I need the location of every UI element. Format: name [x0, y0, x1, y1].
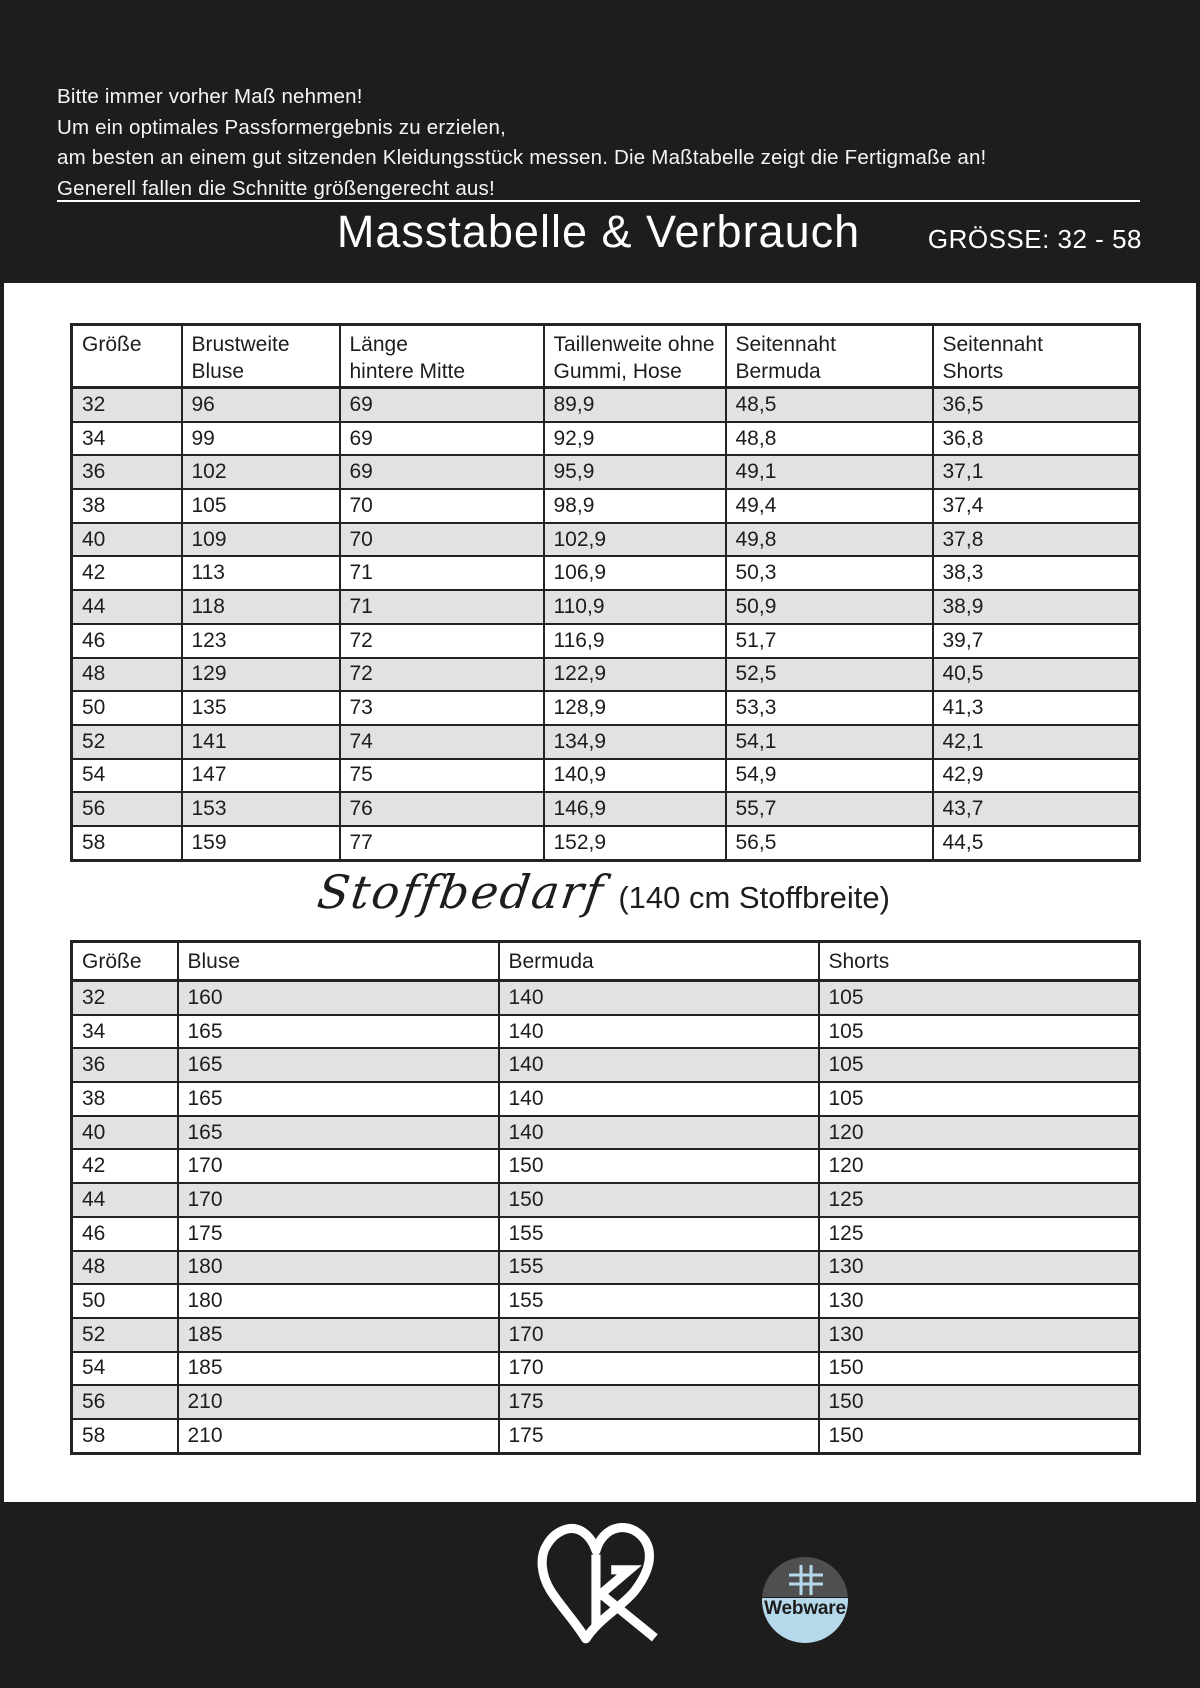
table-cell: 159	[182, 826, 340, 860]
column-header: Länge hintere Mitte	[340, 325, 544, 388]
table-cell: 43,7	[933, 792, 1140, 826]
table-row	[72, 725, 1140, 759]
badge-top-half	[762, 1557, 848, 1597]
table-row	[72, 1385, 1140, 1419]
table-row	[72, 759, 1140, 793]
table-cell: 210	[178, 1419, 499, 1453]
table-row	[72, 556, 1140, 590]
table-cell: 74	[340, 725, 544, 759]
table-cell: 50,3	[726, 556, 933, 590]
table-row	[72, 489, 1140, 523]
table-cell: 105	[819, 1015, 1140, 1049]
table-cell: 120	[819, 1116, 1140, 1150]
table-cell: 170	[178, 1149, 499, 1183]
table-cell: 98,9	[544, 489, 726, 523]
table-cell: 135	[182, 691, 340, 725]
table-cell: 50,9	[726, 590, 933, 624]
table-cell: 150	[499, 1149, 819, 1183]
table-cell: 42	[72, 556, 182, 590]
table-cell: 53,3	[726, 691, 933, 725]
table-cell: 165	[178, 1082, 499, 1116]
table-cell: 73	[340, 691, 544, 725]
table-cell: 170	[178, 1183, 499, 1217]
table-cell: 72	[340, 658, 544, 692]
table-cell: 122,9	[544, 658, 726, 692]
table-header-row	[72, 325, 1140, 388]
table-cell: 120	[819, 1149, 1140, 1183]
instruction-line: Um ein optimales Passformergebnis zu erzielen,	[57, 115, 506, 139]
table-cell: 105	[819, 981, 1140, 1015]
column-header: Größe	[72, 942, 178, 981]
table-cell: 140	[499, 1015, 819, 1049]
table-cell: 70	[340, 523, 544, 557]
table-cell: 140	[499, 1116, 819, 1150]
column-header: Bermuda	[499, 942, 819, 981]
table-cell: 34	[72, 1015, 178, 1049]
table-cell: 130	[819, 1318, 1140, 1352]
table-cell: 37,4	[933, 489, 1140, 523]
table-cell: 48,8	[726, 422, 933, 456]
table-cell: 42,9	[933, 759, 1140, 793]
table-cell: 109	[182, 523, 340, 557]
instruction-line: Bitte immer vorher Maß nehmen!	[57, 85, 363, 108]
table-cell: 42,1	[933, 725, 1140, 759]
table-cell: 38	[72, 1082, 178, 1116]
instruction-line: am besten an einem gut sitzenden Kleidungsstück messen. Die Maßtabelle zeigt die Fertigmaße an!	[57, 146, 987, 169]
footer-section	[0, 1502, 1200, 1688]
table-cell: 52,5	[726, 658, 933, 692]
table-cell: 113	[182, 556, 340, 590]
instruction-line: Generell fallen die Schnitte größengerecht aus!	[57, 176, 495, 200]
fabric-requirement-table	[70, 940, 1141, 1455]
table-cell: 54,1	[726, 725, 933, 759]
table-cell: 170	[499, 1318, 819, 1352]
column-header: Seitennaht Shorts	[933, 325, 1140, 388]
table-cell: 134,9	[544, 725, 726, 759]
table-cell: 128,9	[544, 691, 726, 725]
table-cell: 40	[72, 523, 182, 557]
table-cell: 41,3	[933, 691, 1140, 725]
table-cell: 54	[72, 759, 182, 793]
table-cell: 55,7	[726, 792, 933, 826]
table-cell: 175	[178, 1217, 499, 1251]
table-row	[72, 1419, 1140, 1453]
fabric-heading-script: Stoffbedarf	[314, 865, 609, 919]
measuring-instructions	[57, 82, 1137, 204]
table-cell: 58	[72, 1419, 178, 1453]
table-row	[72, 1183, 1140, 1217]
table-row	[72, 388, 1140, 422]
table-cell: 37,1	[933, 455, 1140, 489]
table-cell: 99	[182, 422, 340, 456]
table-cell: 152,9	[544, 826, 726, 860]
table-cell: 116,9	[544, 624, 726, 658]
table-cell: 48	[72, 658, 182, 692]
table-row	[72, 1284, 1140, 1318]
table-cell: 129	[182, 658, 340, 692]
table-cell: 150	[499, 1183, 819, 1217]
table-row	[72, 792, 1140, 826]
table-cell: 42	[72, 1149, 178, 1183]
divider-rule	[57, 200, 1140, 202]
table-cell: 106,9	[544, 556, 726, 590]
table-cell: 210	[178, 1385, 499, 1419]
table-cell: 77	[340, 826, 544, 860]
table-row	[72, 1048, 1140, 1082]
column-header: Seitennaht Bermuda	[726, 325, 933, 388]
table-cell: 150	[819, 1385, 1140, 1419]
table-cell: 150	[819, 1352, 1140, 1386]
table-cell: 56,5	[726, 826, 933, 860]
table-cell: 44	[72, 1183, 178, 1217]
table-cell: 165	[178, 1015, 499, 1049]
table-cell: 32	[72, 388, 182, 422]
table-cell: 95,9	[544, 455, 726, 489]
table-cell: 40,5	[933, 658, 1140, 692]
table-cell: 130	[819, 1251, 1140, 1285]
table-cell: 96	[182, 388, 340, 422]
table-row	[72, 1318, 1140, 1352]
table-cell: 56	[72, 1385, 178, 1419]
table-cell: 140	[499, 1048, 819, 1082]
table-row	[72, 1149, 1140, 1183]
table-cell: 185	[178, 1352, 499, 1386]
table-cell: 48	[72, 1251, 178, 1285]
table-cell: 52	[72, 725, 182, 759]
table-cell: 118	[182, 590, 340, 624]
header-section	[0, 0, 1200, 283]
table-cell: 49,8	[726, 523, 933, 557]
table-cell: 160	[178, 981, 499, 1015]
table-cell: 130	[819, 1284, 1140, 1318]
table-cell: 46	[72, 1217, 178, 1251]
table-cell: 147	[182, 759, 340, 793]
size-range-label: GRÖSSE: 32 - 58	[927, 224, 1142, 254]
table-cell: 123	[182, 624, 340, 658]
table-row	[72, 658, 1140, 692]
table-row	[72, 624, 1140, 658]
table-row	[72, 1251, 1140, 1285]
table-cell: 34	[72, 422, 182, 456]
table-cell: 71	[340, 590, 544, 624]
table-cell: 102,9	[544, 523, 726, 557]
table-cell: 89,9	[544, 388, 726, 422]
table-row	[72, 691, 1140, 725]
badge-label: Webware	[764, 1598, 846, 1620]
table-cell: 50	[72, 1284, 178, 1318]
table-cell: 125	[819, 1183, 1140, 1217]
table-cell: 70	[340, 489, 544, 523]
table-row	[72, 422, 1140, 456]
table-cell: 71	[340, 556, 544, 590]
brand-heart-k-logo	[536, 1518, 662, 1650]
table-cell: 69	[340, 388, 544, 422]
table-cell: 38,9	[933, 590, 1140, 624]
table-cell: 58	[72, 826, 182, 860]
table-cell: 155	[499, 1284, 819, 1318]
column-header: Bluse	[178, 942, 499, 981]
badge-bottom-half	[762, 1598, 848, 1643]
table-cell: 36	[72, 455, 182, 489]
table-cell: 105	[819, 1048, 1140, 1082]
table-row	[72, 523, 1140, 557]
table-cell: 180	[178, 1251, 499, 1285]
table-cell: 39,7	[933, 624, 1140, 658]
table-cell: 46	[72, 624, 182, 658]
table-cell: 125	[819, 1217, 1140, 1251]
table-cell: 165	[178, 1116, 499, 1150]
table-row	[72, 1082, 1140, 1116]
page-body	[4, 283, 1196, 1502]
table-row	[72, 590, 1140, 624]
table-cell: 72	[340, 624, 544, 658]
table-cell: 155	[499, 1217, 819, 1251]
table-cell: 36	[72, 1048, 178, 1082]
table-header-row	[72, 942, 1140, 981]
fabric-requirement-heading	[70, 865, 1138, 919]
fabric-hash-icon	[785, 1563, 825, 1597]
table-cell: 140	[499, 981, 819, 1015]
table-cell: 155	[499, 1251, 819, 1285]
table-cell: 92,9	[544, 422, 726, 456]
table-cell: 102	[182, 455, 340, 489]
table-cell: 38	[72, 489, 182, 523]
table-cell: 49,4	[726, 489, 933, 523]
page-title: Masstabelle & Verbrauch	[336, 206, 861, 257]
webware-badge	[762, 1557, 848, 1643]
table-cell: 51,7	[726, 624, 933, 658]
table-cell: 36,5	[933, 388, 1140, 422]
table-cell: 105	[182, 489, 340, 523]
table-cell: 48,5	[726, 388, 933, 422]
table-cell: 75	[340, 759, 544, 793]
table-cell: 54,9	[726, 759, 933, 793]
table-cell: 110,9	[544, 590, 726, 624]
table-cell: 150	[819, 1419, 1140, 1453]
table-cell: 32	[72, 981, 178, 1015]
table-row	[72, 1352, 1140, 1386]
table-cell: 49,1	[726, 455, 933, 489]
table-cell: 44	[72, 590, 182, 624]
table-cell: 40	[72, 1116, 178, 1150]
column-header: Taillenweite ohne Gummi, Hose	[544, 325, 726, 388]
table-cell: 50	[72, 691, 182, 725]
table-row	[72, 455, 1140, 489]
table-cell: 105	[819, 1082, 1140, 1116]
table-cell: 54	[72, 1352, 178, 1386]
table-row	[72, 826, 1140, 860]
column-header: Größe	[72, 325, 182, 388]
table-cell: 146,9	[544, 792, 726, 826]
table-cell: 140,9	[544, 759, 726, 793]
table-cell: 165	[178, 1048, 499, 1082]
table-cell: 37,8	[933, 523, 1140, 557]
fabric-heading-subtitle: (140 cm Stoffbreite)	[618, 880, 890, 915]
table-row	[72, 1116, 1140, 1150]
table-cell: 36,8	[933, 422, 1140, 456]
table-cell: 76	[340, 792, 544, 826]
column-header: Shorts	[819, 942, 1140, 981]
table-row	[72, 1015, 1140, 1049]
table-cell: 175	[499, 1385, 819, 1419]
table-cell: 185	[178, 1318, 499, 1352]
table-row	[72, 1217, 1140, 1251]
table-cell: 140	[499, 1082, 819, 1116]
table-cell: 38,3	[933, 556, 1140, 590]
table-row	[72, 981, 1140, 1015]
table-cell: 141	[182, 725, 340, 759]
table-cell: 52	[72, 1318, 178, 1352]
table-cell: 69	[340, 422, 544, 456]
table-cell: 175	[499, 1419, 819, 1453]
measurement-table	[70, 323, 1141, 862]
table-cell: 180	[178, 1284, 499, 1318]
table-cell: 69	[340, 455, 544, 489]
table-cell: 170	[499, 1352, 819, 1386]
column-header: Brustweite Bluse	[182, 325, 340, 388]
table-cell: 153	[182, 792, 340, 826]
table-cell: 44,5	[933, 826, 1140, 860]
table-cell: 56	[72, 792, 182, 826]
